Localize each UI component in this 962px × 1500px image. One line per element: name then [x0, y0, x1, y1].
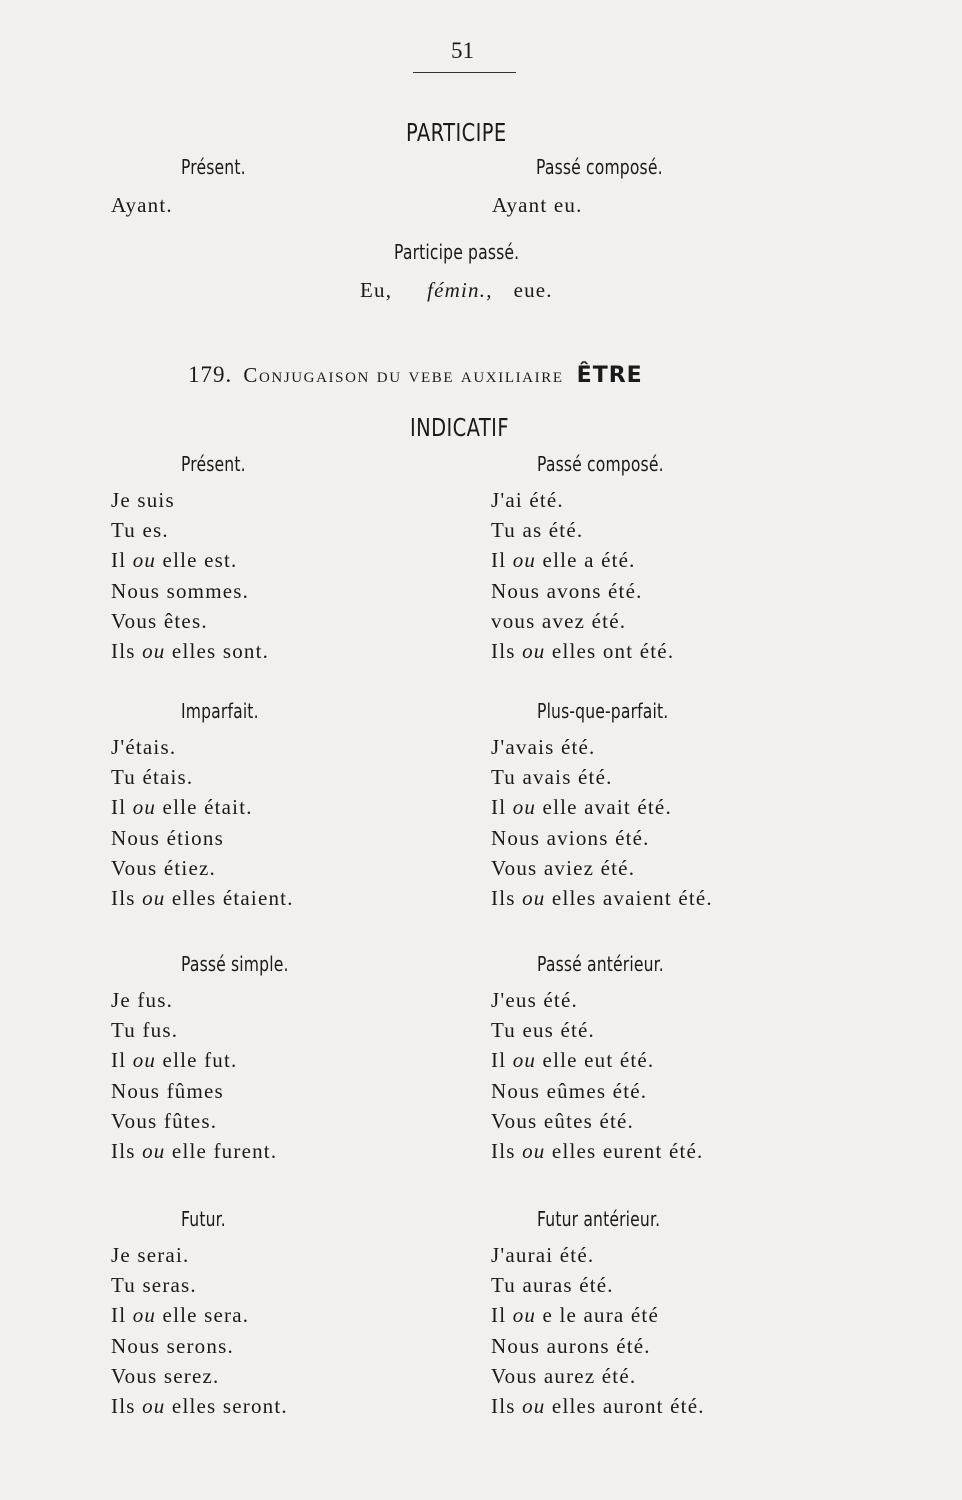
conjugation-line: [111, 792, 253, 822]
conjugation-rest: elle fut.: [162, 1048, 238, 1073]
conjugation-subject: Tu étais.: [111, 765, 194, 790]
conjugation-line: [111, 1015, 178, 1045]
conjugation-line: [111, 1270, 197, 1300]
connector-ou: ou: [522, 886, 546, 910]
conjugation-subject: Nous sommes.: [111, 578, 250, 603]
participe-present-value: Ayant.: [111, 193, 173, 217]
page-number: 51: [451, 38, 474, 63]
pp-feminine-label: fémin.,: [427, 278, 493, 302]
conjugation-line: [111, 1136, 277, 1166]
conjugation-line: [111, 853, 216, 883]
conjugation-subject: Tu es.: [111, 518, 169, 543]
conjugation-line: [491, 792, 672, 822]
conjugation-line: [491, 1270, 614, 1300]
conjugation-subject: Nous fûmes: [111, 1078, 224, 1103]
connector-ou: ou: [142, 1139, 166, 1163]
section-number: 179.: [188, 362, 233, 387]
conjugation-subject: Il: [111, 795, 127, 820]
connector-ou: ou: [512, 795, 537, 820]
conjugation-subject: J'aurai été.: [491, 1243, 595, 1267]
conjugation-subject: J'avais été.: [491, 735, 596, 759]
conjugation-line: [111, 545, 238, 575]
conjugation-line: [491, 485, 564, 515]
conjugation-line: [491, 545, 636, 575]
conjugation-subject: Nous avons été.: [491, 578, 643, 603]
conjugation-subject: Ils: [111, 1394, 136, 1418]
section-verb: ÊTRE: [576, 363, 643, 388]
participe-passe-compose-label: Passé composé.: [536, 155, 663, 179]
conjugation-subject: Nous aurons été.: [491, 1333, 651, 1358]
conjugation-subject: J'ai été.: [491, 488, 564, 512]
conjugation-subject: Vous aurez été.: [491, 1363, 637, 1388]
connector-ou: ou: [132, 1048, 157, 1073]
participe-passe-compose-value: Ayant eu.: [492, 193, 583, 217]
connector-ou: ou: [142, 1394, 166, 1418]
pp-feminine: eue.: [513, 278, 553, 302]
connector-ou: ou: [132, 1303, 157, 1328]
conjugation-line: [111, 576, 249, 606]
conjugation-line: [491, 606, 626, 636]
connector-ou: ou: [132, 548, 157, 573]
connector-ou: ou: [512, 548, 537, 573]
connector-ou: ou: [512, 1303, 537, 1328]
conjugation-rest: elle avait été.: [542, 795, 672, 820]
conjugation-line: [111, 636, 269, 666]
conjugation-line: [491, 762, 613, 792]
conjugation-subject: Vous aviez été.: [491, 855, 636, 880]
conjugation-line: [491, 1391, 705, 1421]
connector-ou: ou: [512, 1048, 537, 1073]
conjugation-line: [491, 1045, 654, 1075]
connector-ou: ou: [522, 1139, 546, 1163]
conjugation-rest: elle sera.: [162, 1303, 250, 1328]
conjugation-subject: Nous serons.: [111, 1333, 234, 1358]
tense-label-futur-anterieur: Futur antérieur.: [537, 1207, 661, 1231]
tense-label-passe-compose: Passé composé.: [537, 452, 664, 476]
conjugation-subject: Ils: [111, 639, 136, 663]
conjugation-line: [491, 636, 674, 666]
conjugation-line: [491, 576, 643, 606]
conjugation-subject: Ils: [111, 886, 136, 910]
conjugation-subject: Nous avions été.: [491, 825, 650, 850]
conjugation-subject: Tu auras été.: [491, 1273, 614, 1298]
conjugation-line: [111, 1106, 217, 1136]
tense-label-passe-anterieur: Passé antérieur.: [537, 952, 664, 976]
conjugation-rest: elle était.: [162, 795, 253, 820]
conjugation-line: [111, 485, 175, 515]
conjugation-line: [491, 1106, 634, 1136]
conjugation-subject: Je fus.: [111, 988, 174, 1012]
connector-ou: ou: [142, 886, 166, 910]
tense-label-futur: Futur.: [181, 1207, 226, 1231]
conjugation-subject: Tu avais été.: [491, 765, 613, 790]
connector-ou: ou: [522, 1394, 546, 1418]
conjugation-rest: elles étaient.: [171, 886, 294, 910]
conjugation-subject: Il: [491, 548, 507, 573]
conjugation-subject: vous avez été.: [491, 608, 627, 633]
conjugation-line: [491, 1136, 704, 1166]
conjugation-rest: elle furent.: [171, 1139, 278, 1163]
conjugation-line: [491, 1015, 595, 1045]
conjugation-line: [491, 853, 635, 883]
conjugation-line: [111, 1300, 249, 1330]
conjugation-subject: Ils: [491, 1139, 516, 1163]
conjugation-subject: Ils: [491, 1394, 516, 1418]
mood-heading: INDICATIF: [410, 413, 509, 442]
conjugation-line: [111, 515, 169, 545]
conjugation-subject: Tu eus été.: [491, 1018, 596, 1043]
conjugation-line: [111, 883, 294, 913]
conjugation-line: [491, 985, 578, 1015]
conjugation-rest: elle est.: [162, 548, 238, 573]
conjugation-subject: Il: [111, 1303, 127, 1328]
tense-label-present: Présent.: [181, 452, 246, 476]
conjugation-line: [111, 1331, 234, 1361]
conjugation-line: [491, 1076, 647, 1106]
conjugation-rest: elles seront.: [171, 1394, 288, 1418]
conjugation-line: [491, 1240, 594, 1270]
conjugation-subject: Vous eûtes été.: [491, 1108, 635, 1133]
conjugation-subject: Vous fûtes.: [111, 1108, 218, 1133]
conjugation-line: [491, 823, 650, 853]
conjugation-line: [111, 985, 173, 1015]
conjugation-line: [111, 1240, 189, 1270]
participe-present-label: Présent.: [181, 155, 246, 179]
conjugation-rest: e le aura été: [542, 1303, 659, 1328]
conjugation-rest: elles auront été.: [551, 1394, 705, 1418]
conjugation-subject: Ils: [111, 1139, 136, 1163]
conjugation-line: [491, 515, 583, 545]
conjugation-line: [111, 1361, 219, 1391]
conjugation-subject: Ils: [491, 639, 516, 663]
conjugation-subject: Tu fus.: [111, 1018, 179, 1043]
conjugation-subject: Il: [491, 795, 507, 820]
conjugation-subject: Il: [491, 1303, 507, 1328]
conjugation-subject: J'étais.: [111, 735, 177, 759]
conjugation-line: [111, 823, 224, 853]
conjugation-subject: Vous serez.: [111, 1363, 220, 1388]
conjugation-subject: Ils: [491, 886, 516, 910]
conjugation-rest: elles eurent été.: [551, 1139, 704, 1163]
conjugation-subject: Nous étions: [111, 825, 224, 850]
conjugation-subject: Il: [111, 548, 127, 573]
section-title: Conjugaison du vebe auxiliaire: [243, 363, 564, 387]
tense-label-imparfait: Imparfait.: [181, 699, 259, 723]
conjugation-line: [491, 732, 595, 762]
conjugation-line: [111, 1045, 238, 1075]
conjugation-subject: Vous êtes.: [111, 608, 208, 633]
conjugation-subject: J'eus été.: [491, 988, 578, 1012]
conjugation-line: [111, 1076, 224, 1106]
conjugation-subject: Tu as été.: [491, 518, 584, 543]
conjugation-rest: elles sont.: [171, 639, 270, 663]
connector-ou: ou: [132, 795, 157, 820]
connector-ou: ou: [142, 639, 166, 663]
conjugation-line: [111, 732, 176, 762]
conjugation-rest: elles avaient été.: [551, 886, 713, 910]
conjugation-subject: Vous étiez.: [111, 855, 216, 880]
conjugation-subject: Il: [111, 1048, 127, 1073]
conjugation-line: [111, 1391, 288, 1421]
conjugation-line: [491, 1300, 659, 1330]
conjugation-line: [111, 762, 193, 792]
pp-masculine: Eu,: [360, 278, 393, 302]
conjugation-line: [491, 1361, 636, 1391]
conjugation-line: [491, 1331, 651, 1361]
conjugation-subject: Je suis: [111, 488, 175, 512]
conjugation-subject: Il: [491, 1048, 507, 1073]
header-rule: [413, 72, 516, 73]
conjugation-line: [491, 883, 713, 913]
section-heading: [188, 362, 643, 388]
conjugation-rest: elle eut été.: [542, 1048, 655, 1073]
conjugation-line: [111, 606, 208, 636]
conjugation-subject: Nous eûmes été.: [491, 1078, 648, 1103]
conjugation-rest: elle a été.: [542, 548, 636, 573]
participe-heading: PARTICIPE: [406, 118, 507, 147]
tense-label-plus-que-parfait: Plus-que-parfait.: [537, 699, 669, 723]
tense-label-passe-simple: Passé simple.: [181, 952, 289, 976]
conjugation-subject: Je serai.: [111, 1243, 190, 1267]
participe-passe-label: Participe passé.: [394, 240, 520, 264]
participe-passe-forms: [360, 278, 553, 303]
connector-ou: ou: [522, 639, 546, 663]
conjugation-rest: elles ont été.: [551, 639, 675, 663]
conjugation-subject: Tu seras.: [111, 1273, 197, 1298]
